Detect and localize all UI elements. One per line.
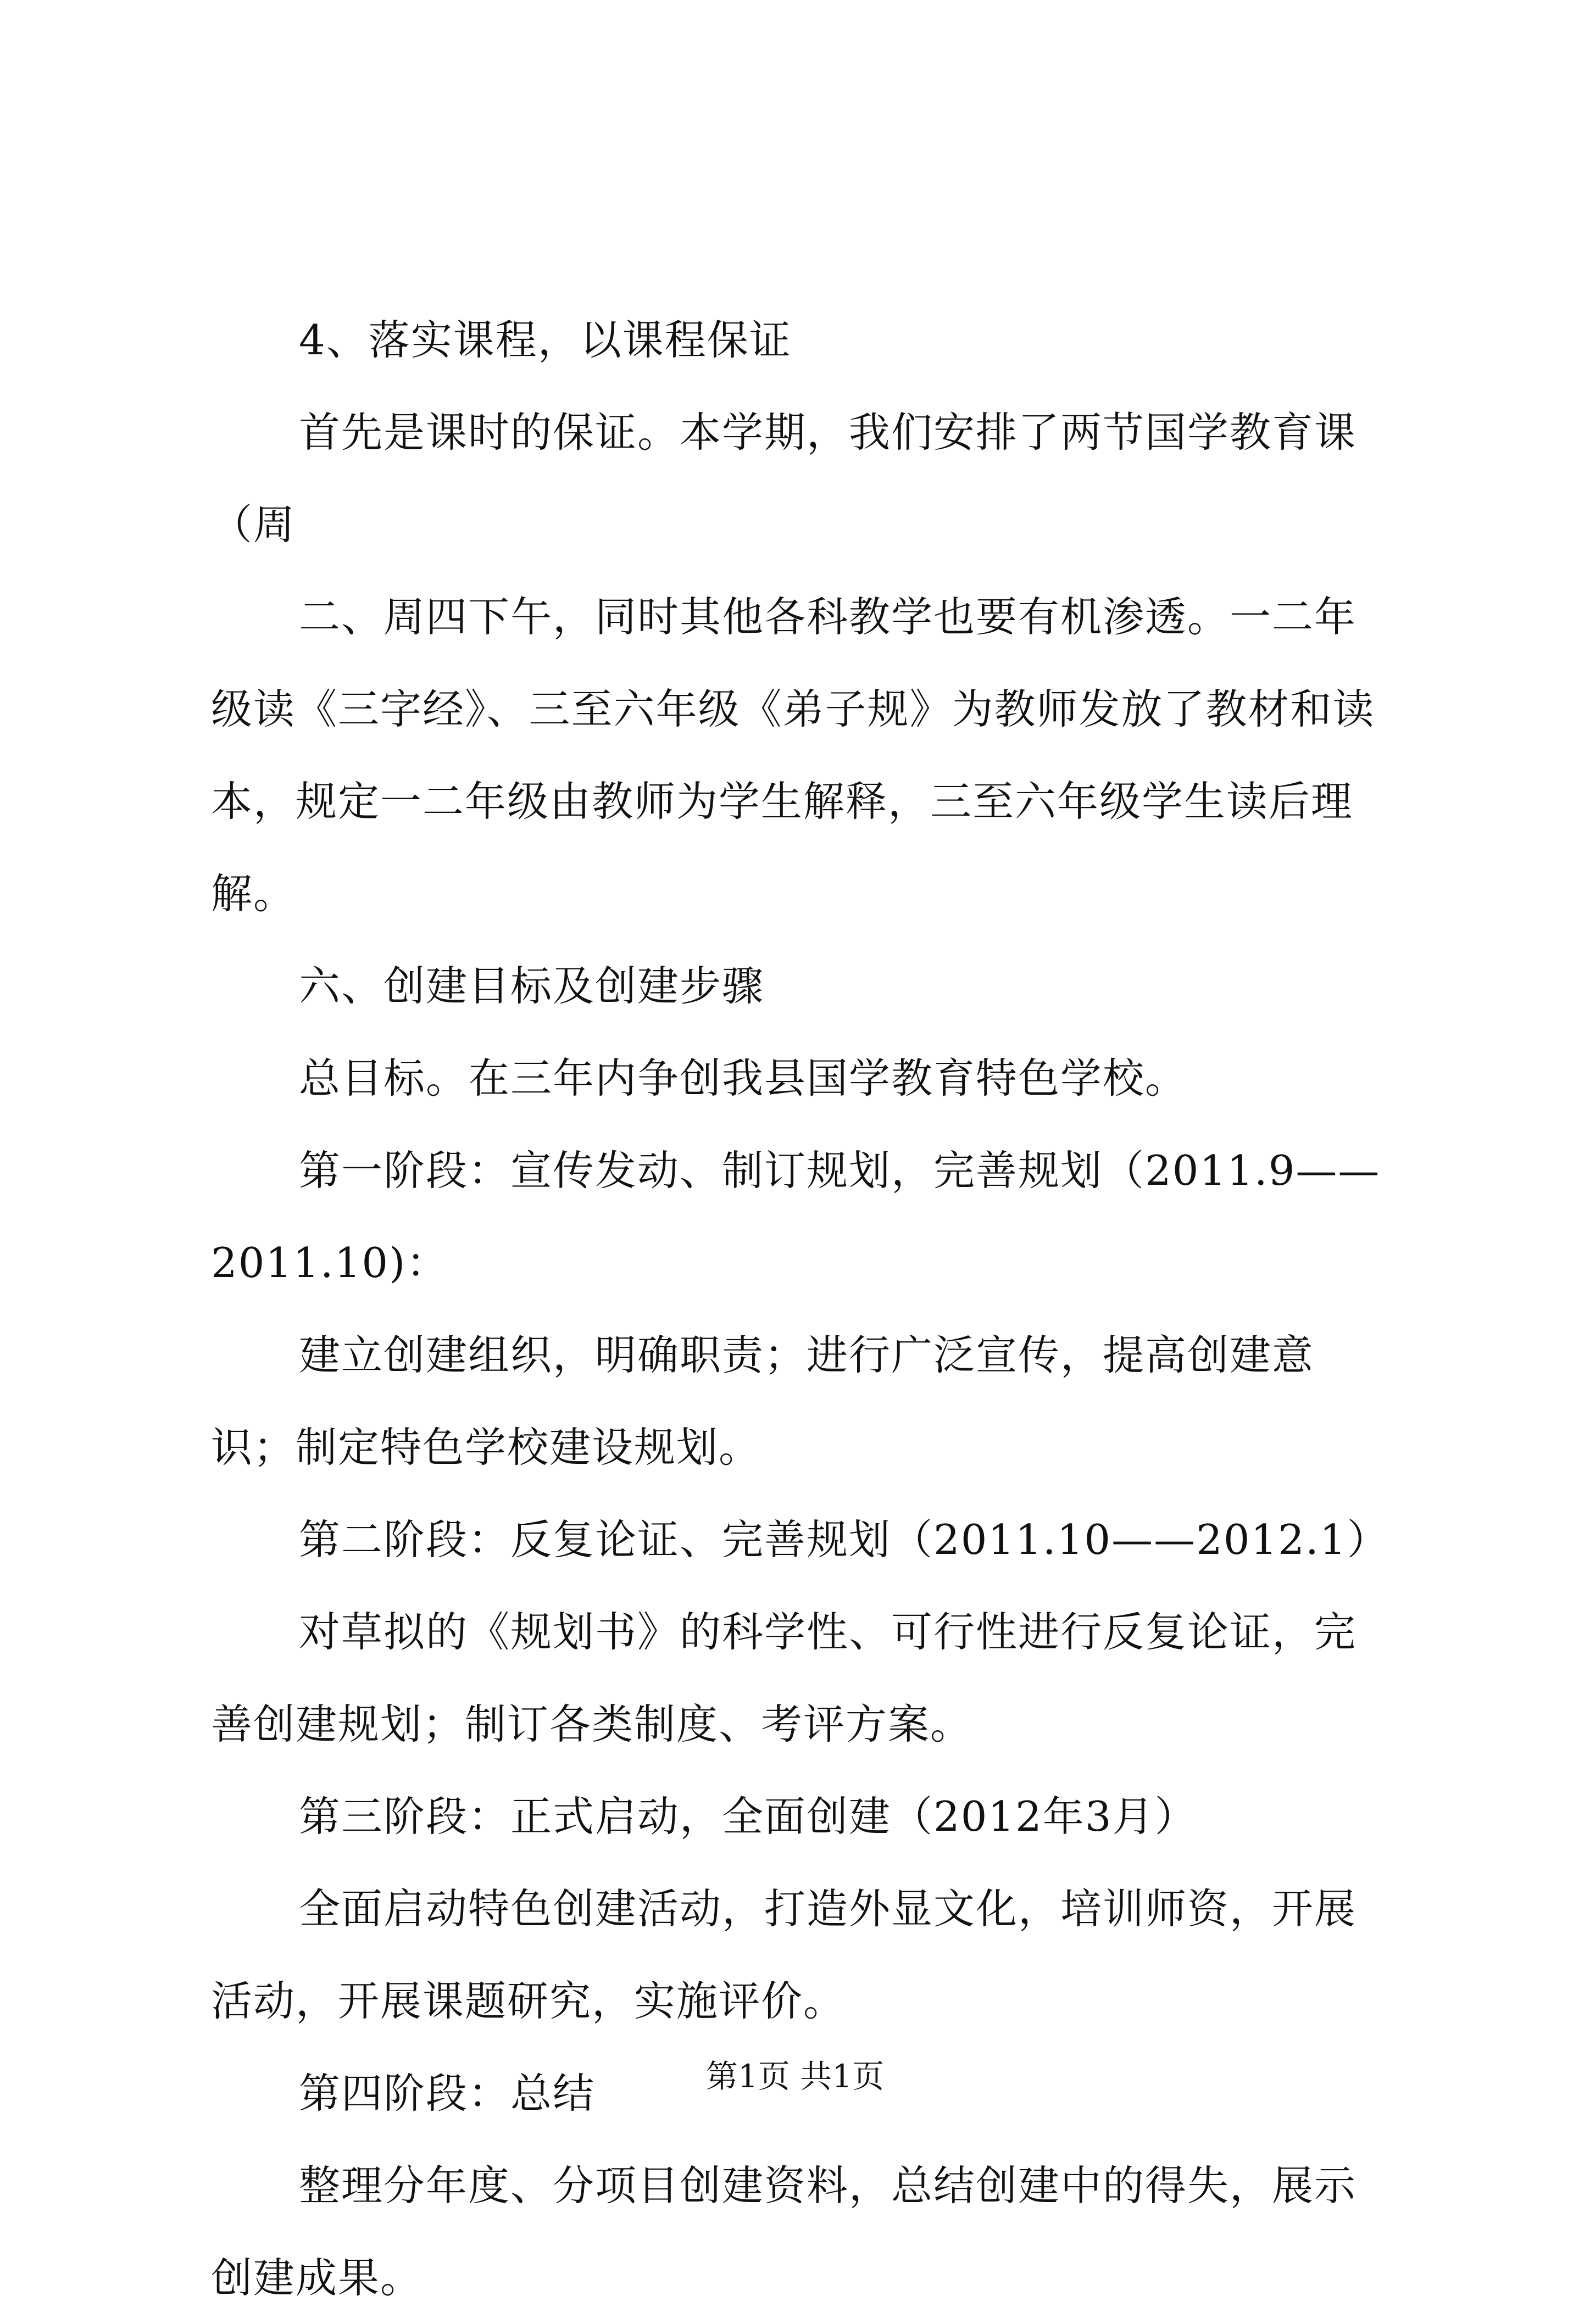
paragraph-stage-one: 第一阶段：宣传发动、制订规划，完善规划（2011.9——2011.10)： [211, 1146, 1381, 1287]
paragraph-class-hours: 首先是课时的保证。本学期，我们安排了两节国学教育课（周 [211, 408, 1357, 549]
paragraph-stage-two-detail: 对草拟的《规划书》的科学性、可行性进行反复论证，完善创建规划；制订各类制度、考评方案。 [211, 1608, 1357, 1748]
paragraph-stage-four: 第四阶段：总结 [299, 2069, 596, 2117]
document-body [211, 294, 1392, 2324]
page-number: 第1页 共1页 [705, 2058, 885, 2095]
paragraph-stage-one-detail: 建立创建组织，明确职责；进行广泛宣传，提高创建意识；制定特色学校建设规划。 [211, 1331, 1315, 1472]
paragraph-stage-three: 第三阶段：正式启动，全面创建（2012年3月） [299, 1792, 1197, 1841]
paragraph-overall-goal: 总目标。在三年内争创我县国学教育特色学校。 [299, 1054, 1188, 1102]
paragraph-course-heading: 4、落实课程，以课程保证 [299, 316, 792, 364]
paragraph-schedule: 二、周四下午，同时其他各科教学也要有机渗透。一二年级读《三字经》、三至六年级《弟子规》为教师发放了教材和读本，规定一二年级由教师为学生解释，三至六年级学生读后理解。 [211, 593, 1375, 918]
paragraph-stage-three-detail: 全面启动特色创建活动，打造外显文化，培训师资，开展活动，开展课题研究，实施评价。 [211, 1885, 1357, 2025]
paragraph-stage-four-detail: 整理分年度、分项目创建资料，总结创建中的得失，展示创建成果。 [211, 2161, 1357, 2302]
paragraph-stage-two: 第二阶段：反复论证、完善规划（2011.10——2012.1） [299, 1515, 1389, 1564]
paragraph-goals-heading: 六、创建目标及创建步骤 [299, 962, 765, 1010]
